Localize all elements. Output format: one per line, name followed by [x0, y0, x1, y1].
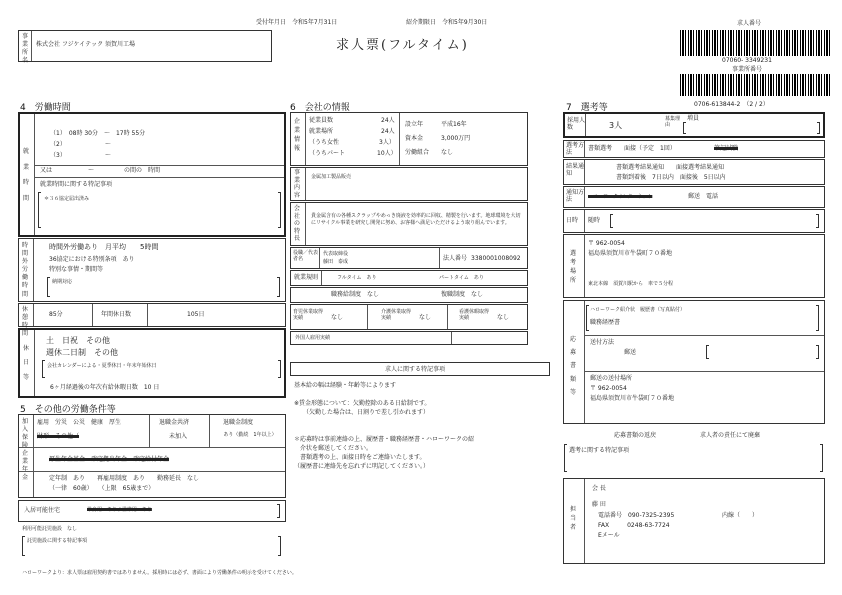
job-pay: 職務給制度 なし	[331, 291, 380, 298]
side-business: 事業内容	[293, 169, 300, 199]
rep-title: 代表取締役	[323, 251, 349, 257]
result-label: 結果通知	[566, 163, 585, 178]
company-name: 株式会社 フジケイテック 須賀川工場	[36, 41, 136, 48]
representative-box	[290, 247, 528, 269]
side-overtime: 時間外労働時間	[21, 242, 28, 298]
company-name-box	[18, 30, 272, 65]
rules-box	[290, 270, 528, 286]
special-title: 求人に関する特記事項	[385, 366, 446, 373]
emp-site: 24人	[381, 128, 395, 135]
holiday-3: 会社カレンダーによる・夏季休日・年末年始休日	[47, 363, 157, 369]
access: 東北本線 須賀川駅から 車で５分程	[588, 281, 674, 287]
break-value: 85分	[49, 311, 63, 318]
date-box	[563, 209, 825, 233]
hire-value: 3人	[609, 121, 623, 130]
union: なし	[441, 149, 454, 156]
reason-label: 募集理由	[665, 116, 681, 128]
retire-mutual-label: 退職金共済	[159, 419, 190, 426]
office-label: 事業所名	[21, 33, 28, 65]
nursing-leave: なし	[497, 314, 510, 321]
care-leave-label: 介護休業取得実績	[381, 309, 412, 321]
notice-label: 通知方法	[566, 189, 585, 204]
holiday-2: 週休二日制 その他	[46, 348, 118, 357]
date-label: 日時	[566, 217, 579, 224]
contact-label: 担当者	[569, 506, 576, 531]
return-value: 求人者の責任にて廃棄	[700, 432, 761, 439]
selection-special-label: 選考に関する特記事項	[569, 447, 630, 454]
emp-part: 10人）	[377, 150, 397, 157]
emp-total: 24人	[381, 117, 395, 124]
emp-female-label: （うち女性	[309, 139, 340, 146]
side-holiday: 休日等	[22, 345, 29, 381]
office-number: 0706-613844-2 （2 / 2）	[694, 101, 769, 108]
docs-2: 職務経歴書	[590, 319, 621, 326]
other-conditions-box	[18, 414, 286, 498]
send-method-label: 送付方法	[590, 339, 615, 346]
childcare-leave: なし	[331, 314, 344, 321]
retire-age: 定年制 あり 再雇用制度 あり 勤務延長 なし	[49, 475, 200, 482]
founded-label: 設立年	[405, 121, 424, 128]
send-address: 福島県須賀川市牛袋町７０番地	[590, 395, 675, 402]
result-line-1: 書類選考結果通知 面接選考結果通知	[616, 164, 725, 171]
capital-label: 資本金	[405, 135, 424, 142]
corp-number: 3380001008092	[471, 255, 521, 262]
email: Eメール	[598, 532, 620, 539]
side-break: 休憩時間	[21, 306, 28, 338]
union-label: 労働組合	[405, 149, 430, 156]
shift-3: （3） ～	[50, 152, 111, 159]
childcare: 利用可能託児施設 なし	[22, 526, 78, 532]
received-date: 受付年月日 令和5年7月31日	[256, 19, 338, 26]
feature-box	[290, 202, 528, 246]
holidays-value: 105日	[187, 311, 205, 318]
side-feature: 会社の特長	[293, 205, 300, 242]
housing-label: 入居可能住宅	[24, 507, 61, 514]
place-label: 選考場所	[569, 250, 576, 284]
insurance-struck: 財形 その他（	[37, 433, 80, 440]
housing-box	[18, 500, 286, 522]
ext: 内線（ ）	[722, 512, 759, 519]
rules-full: フルタイム あり	[337, 275, 377, 281]
overtime-3: 特別な事情・期間等	[49, 266, 104, 273]
capital: 3,000万円	[441, 135, 471, 142]
company-info-box	[290, 112, 528, 166]
rules-part: パートタイム あり	[439, 275, 484, 281]
special-3: （欠勤した場合は、日割りで差し引かれます）	[294, 409, 430, 416]
holidays-label: 年間休日数	[101, 311, 132, 318]
hire-label: 採用人数	[567, 117, 586, 132]
business-box	[290, 167, 528, 201]
address: 福島県須賀川市牛袋町７０番地	[588, 250, 673, 257]
expiry-date: 紹介期限日 令和5年9月30日	[406, 19, 488, 26]
or-label: 又は ～ の間の 時間	[40, 167, 161, 174]
emp-female: 3人）	[379, 139, 395, 146]
footer-note: ハローワークより：求人票は雇用契約書ではありません。採用時には必ず、書面により労働条件の明示を受けてください。	[22, 570, 297, 576]
return-label: 応募書類の返戻	[614, 432, 657, 439]
special-2: ※賃金形態について：欠勤控除のある日給制です。	[294, 400, 431, 407]
overtime-2: 36協定における特別条項 あり	[49, 256, 135, 263]
emp-part-label: （うちパート	[309, 150, 346, 157]
nursing-leave-label: 看護休暇取得実績	[459, 309, 490, 321]
retire-system-value: あり（勤続 1年以上）	[223, 432, 277, 438]
foreign: 外国人雇用実績	[295, 335, 331, 341]
contact-title: 会 長	[592, 485, 606, 492]
emp-total-label: 従業員数	[309, 117, 334, 124]
method-struck: 筆記試験	[714, 145, 739, 152]
date-value: 随時	[588, 217, 601, 224]
holiday-box	[18, 328, 286, 398]
corp-number-label: 法人番号	[443, 255, 468, 262]
rehire: 復職制度 なし	[441, 291, 484, 298]
shift-2: （2） ～	[50, 141, 111, 148]
childcare-special: 託児施設に関する特記事項	[27, 538, 88, 544]
result-line-2: 書類到着後 7日以内 面接後 5日以内	[616, 174, 726, 181]
retire-age-2: （一律 60歳） （上限 65歳まで）	[49, 485, 155, 492]
founded: 平成16年	[441, 121, 467, 128]
rep-label: 役職／代表者名	[293, 250, 319, 262]
pension-label: 企業年金	[21, 450, 28, 482]
postal: 〒 962-0054	[588, 240, 625, 247]
reason-value: 増員	[687, 115, 700, 122]
insurance-label: 加入保険	[21, 418, 28, 450]
retire-system-label: 退職金制度	[223, 419, 254, 426]
special-1: 基本給の幅は経験・年齢等によります	[294, 382, 397, 389]
docs-box	[563, 300, 825, 424]
paid-leave: 6ヶ月経過後の年次有給休暇日数 10 日	[50, 384, 160, 391]
method-value: 書類選考 面接（予定 1回）	[588, 145, 676, 152]
notice-value: 郵送 電話	[688, 193, 719, 200]
phone: 電話番号 090-7325-2395	[598, 512, 675, 519]
result-box	[563, 159, 825, 185]
method-box	[563, 140, 825, 158]
place-box	[563, 234, 825, 298]
side-company: 企業情報	[293, 118, 300, 152]
docs-1: ハローワーク紹介状 履歴書（写真貼付）	[590, 307, 686, 313]
break-box	[18, 303, 286, 338]
contact-name: 藤 田	[592, 501, 606, 508]
foreign-box	[290, 331, 528, 345]
rules-label: 就業規則	[294, 274, 319, 281]
special-title-box	[290, 362, 550, 376]
hire-box	[563, 112, 825, 138]
docs-label: 応募書類等	[569, 336, 576, 396]
fax: FAX 0248-63-7724	[598, 522, 670, 529]
housing-struck: 単身用 あり / 世帯用 あり	[87, 507, 152, 513]
send-addr-label: 郵送の送付場所	[590, 375, 633, 382]
special-4: ＊応募時は事前連絡の上、履歴書・職務経歴書・ハローワークの紹	[294, 436, 475, 443]
section-5-heading: 5 その他の労働条件等	[20, 405, 116, 415]
shift-1: （1） 08時 30分 ～ 17時 55分	[50, 130, 146, 137]
job-pay-box	[290, 287, 528, 303]
working-hours-box	[18, 112, 286, 237]
section-7-heading: 7 選考等	[566, 103, 608, 113]
notice-struck: ハローワークインターネット	[588, 194, 653, 200]
job-number-barcode	[680, 30, 830, 56]
job-number: 07060- 3349231	[722, 57, 772, 64]
rep-name: 藤田 泰成	[323, 259, 349, 265]
contact-box	[563, 478, 825, 564]
pension-struck: 厚生年金基金 確定拠出年金 確定給付年金	[49, 456, 170, 463]
hours-special-title: 就業時間に関する特記事項	[40, 181, 113, 188]
method-label: 選考方法	[566, 142, 585, 157]
office-number-barcode	[680, 74, 830, 96]
business: 金属加工製品販売	[311, 174, 352, 180]
side-shugyo: 就業時間	[22, 148, 29, 202]
section-4-heading: 4 労働時間	[20, 103, 71, 113]
childcare-leave-label: 育児休業取得実績	[293, 309, 324, 321]
overtime-1: 時間外労働あり 月平均 5時間	[49, 243, 159, 251]
hours-special-body: ＊３６協定届出済み	[44, 196, 90, 202]
job-number-label: 求人番号	[737, 20, 762, 27]
overtime-4: 納期対応	[52, 279, 73, 285]
special-6: 書類選考の上、面接日時をご連絡いたします。	[294, 454, 426, 461]
leave-box	[290, 304, 528, 330]
send-postal: 〒 962-0054	[590, 385, 627, 392]
section-6-heading: 6 会社の情報	[290, 103, 350, 113]
insurance-items: 雇用 労災 公災 健康 厚生	[37, 419, 122, 426]
notice-box	[563, 186, 825, 208]
special-7: （履歴書に連絡先を忘れずに明記してください。）	[294, 463, 430, 470]
special-5: 介状を郵送してください。	[294, 445, 373, 452]
overtime-box	[18, 238, 286, 302]
care-leave: なし	[419, 314, 432, 321]
office-number-label: 事業所番号	[732, 66, 763, 73]
feature: 貴金属含有の各種スクラップやめっき廃液を効率的に回収、精製を行います。地球環境を大切にリサイクル事業を研究し開発に努め、お客様へ満足いただけるよう取り組んでいます。	[311, 213, 521, 226]
emp-site-label: 就業場所	[309, 128, 334, 135]
retire-mutual-value: 未加入	[169, 433, 188, 440]
page-title: 求人票(フルタイム)	[336, 38, 469, 53]
holiday-1: 土 日祝 その他	[46, 336, 110, 345]
send-method: 郵送	[624, 349, 637, 356]
